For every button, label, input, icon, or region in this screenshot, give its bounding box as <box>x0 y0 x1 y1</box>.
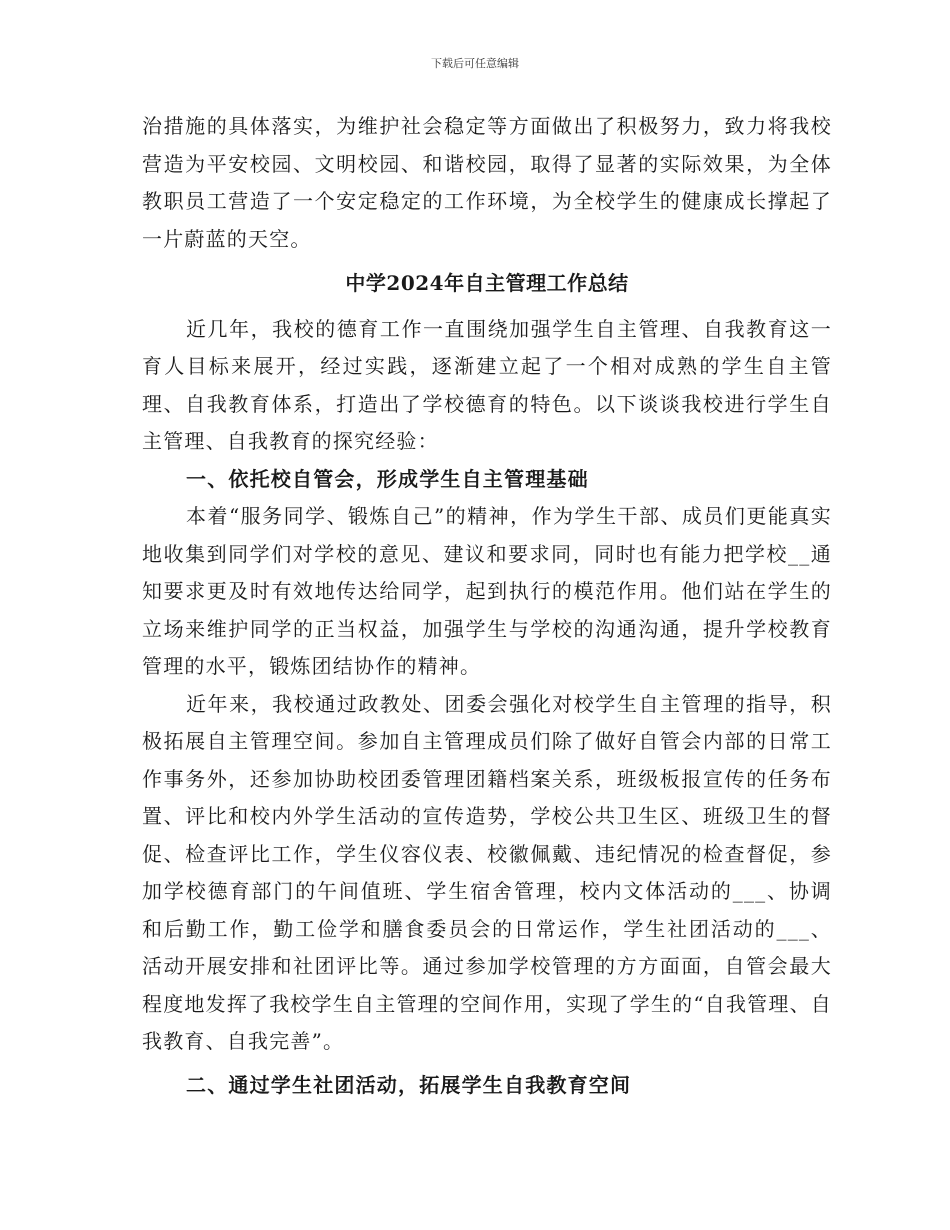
section-heading-1: 一、依托校自管会，形成学生自主管理基础 <box>186 466 589 491</box>
paragraph-2: 本着“服务同学、锻炼自己”的精神，作为学生干部、成员们更能真实地收集到同学们对学校的意见、建议和要求同，同时也有能力把学校__通知要求更及时有效地传达给同学，起到执行的模范作用。他们站在学生的立场来维护同学的正当权益，加强学生与学校的沟通沟通，提升学校教育管理的水平，锻炼团结协作的精神。 <box>142 504 832 678</box>
paragraph-1: 近几年，我校的德育工作一直围绕加强学生自主管理、自我教育这一育人目标来展开，经过实践，逐渐建立起了一个相对成熟的学生自主管理、自我教育体系，打造出了学校德育的特色。以下谈谈我校进行学生自主管理、自我教育的探究经验： <box>142 316 832 453</box>
document-title: 中学2024年自主管理工作总结 <box>345 271 629 295</box>
document-body <box>142 108 832 1104</box>
header-note: 下载后可任意编辑 <box>431 57 519 70</box>
section-heading-2: 二、通过学生社团活动，拓展学生自我教育空间 <box>186 1072 632 1097</box>
intro-paragraph: 治措施的具体落实，为维护社会稳定等方面做出了积极努力，致力将我校营造为平安校园、文明校园、和谐校园，取得了显著的实际效果，为全体教职员工营造了一个安定稳定的工作环境，为全校学生的健康成长撑起了一片蔚蓝的天空。 <box>142 114 832 251</box>
paragraph-3: 近年来，我校通过政教处、团委会强化对校学生自主管理的指导，积极拓展自主管理空间。参加自主管理成员们除了做好自管会内部的日常工作事务外，还参加协助校团委管理团籍档案关系，班级板报宣传的任务布置、评比和校内外学生活动的宣传造势，学校公共卫生区、班级卫生的督促、检查评比工作，学生仪容仪表、校徽佩戴、违纪情况的检查督促，参加学校德育部门的午间值班、学生宿舍管理，校内文体活动的___、协调和后勤工作，勤工俭学和膳食委员会的日常运作，学生社团活动的___、活动开展安排和社团评比等。通过参加学校管理的方方面面，自管会最大程度地发挥了我校学生自主管理的空间作用，实现了学生的“自我管理、自我教育、自我完善”。 <box>142 691 832 1053</box>
